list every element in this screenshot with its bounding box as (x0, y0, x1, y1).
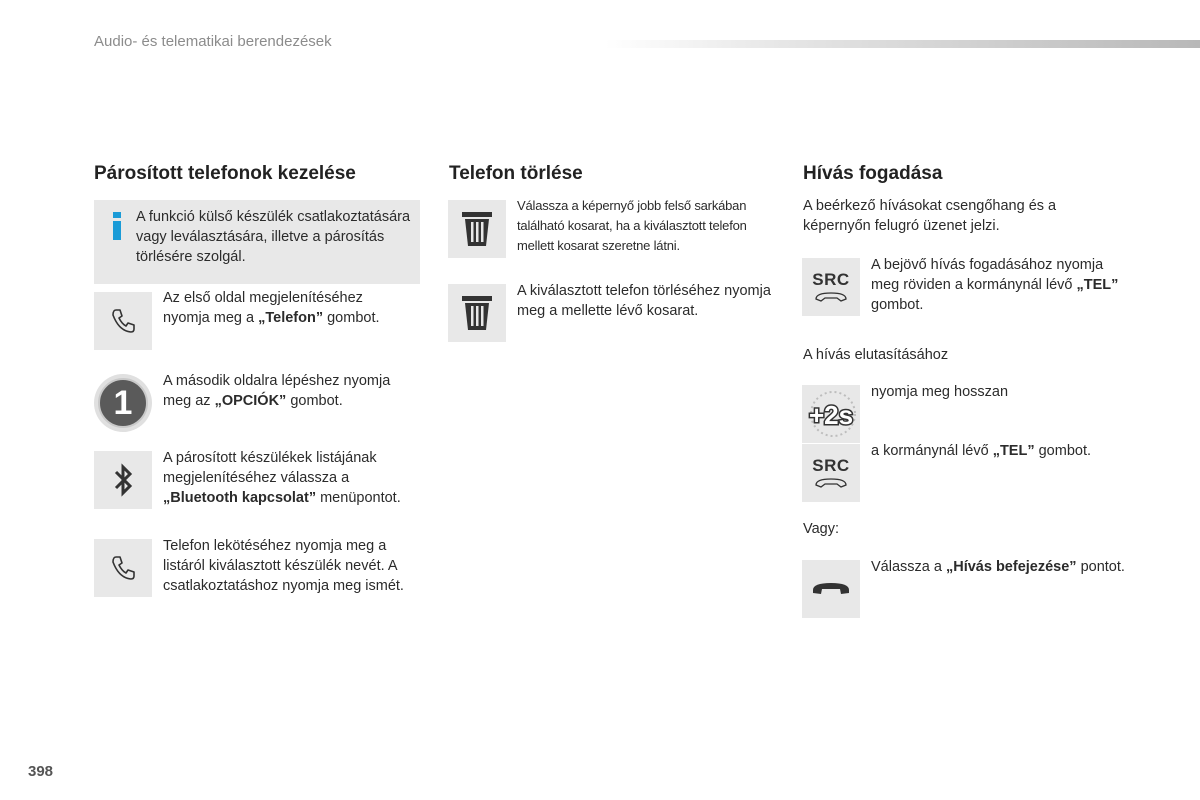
src-tel-button-icon: SRC (802, 258, 860, 316)
header-bar (605, 40, 1200, 48)
trash-icon-2 (448, 284, 506, 342)
paired-item-bluetooth: A párosított készülékek listájának megjelenítéséhez válassza a „Bluetooth kapcsolat” menüpontot. (163, 450, 401, 506)
src-tel-button-icon-2: SRC (802, 444, 860, 502)
info-icon (112, 212, 122, 240)
delete-item-select-bin: Válassza a képernyő jobb felső sarkában található kosarat, ha a kiválasztott telefon mellett kosarat szeretne látni. (517, 198, 747, 253)
svg-text:+2s: +2s (808, 400, 854, 430)
phone-handset-icon (94, 292, 152, 350)
step-one-badge: 1 (94, 374, 152, 432)
info-text: A funkció külső készülék csatlakoztatására vagy leválasztására, illetve a párosítás törlésére szolgál. (136, 209, 411, 265)
section-title-paired-phones: Párosított telefonok kezelése (94, 163, 356, 184)
long-press-icon (802, 385, 860, 443)
paired-item-telefon: Az első oldal megjelenítéséhez nyomja meg a „Telefon” gombot. (163, 290, 380, 326)
section-title-answer-call: Hívás fogadása (803, 163, 943, 184)
trash-icon (448, 200, 506, 258)
or-label: Vagy: (803, 521, 840, 537)
paired-item-disconnect: Telefon lekötéséhez nyomja meg a listáról kiválasztott készülék nevét. A csatlakoztatáshoz nyomja meg ismét. (163, 538, 404, 594)
paired-item-opciok: A második oldalra lépéshez nyomja meg az „OPCIÓK” gombot. (163, 373, 391, 409)
end-call-text: Válassza a „Hívás befejezése” pontot. (871, 559, 1125, 575)
phone-handset-icon-2 (94, 539, 152, 597)
page-header-title: Audio- és telematikai berendezések (94, 33, 332, 50)
page-number: 398 (28, 763, 54, 780)
reject-label: A hívás elutasításához (803, 347, 949, 363)
info-box (94, 200, 420, 284)
reject-tel-text: a kormánynál lévő „TEL” gombot. (871, 443, 1092, 459)
reject-hold-text: nyomja meg hosszan (871, 384, 1009, 400)
answer-accept-text: A bejövő hívás fogadásához nyomja meg röviden a kormánynál lévő „TEL” gombot. (871, 257, 1119, 313)
hang-up-icon (802, 560, 860, 618)
delete-item-press-bin: A kiválasztott telefon törléséhez nyomja meg a mellette lévő kosarat. (517, 283, 771, 319)
bluetooth-icon (94, 451, 152, 509)
answer-intro: A beérkező hívásokat csengőhang és a képernyőn felugró üzenet jelzi. (803, 198, 1057, 234)
section-title-delete-phone: Telefon törlése (449, 163, 583, 184)
